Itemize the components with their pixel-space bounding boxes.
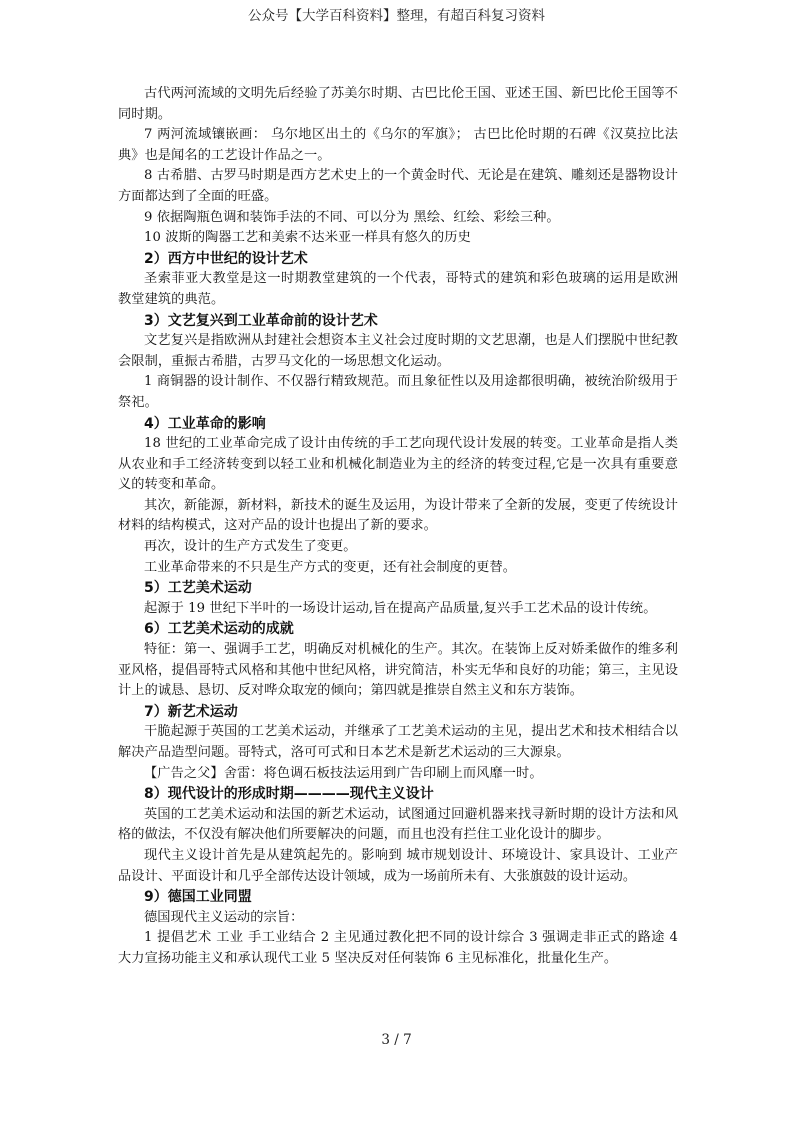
paragraph: 特征：第一、强调手工艺，明确反对机械化的生产。其次。在装饰上反对娇柔做作的维多利亚风格，提倡哥特式风格和其他中世纪风格，讲究简洁，朴实无华和良好的功能；第三，主见设计上的诚恳、恳切、反对哗众取宠的倾向；第四就是推崇自然主义和东方装饰。 [118, 642, 678, 699]
document-body [118, 84, 678, 970]
paragraph: 7 两河流域镶嵌画： 乌尔地区出土的《乌尔的军旗》； 古巴比伦时期的石碑《汉莫拉比法典》也是闻名的工艺设计作品之一。 [118, 127, 678, 163]
page-header: 公众号【大学百科资料】整理，有超百科复习资料 [248, 8, 545, 24]
paragraph: 古代两河流域的文明先后经验了苏美尔时期、古巴比伦王国、亚述王国、新巴比伦王国等不同时期。 [118, 86, 678, 122]
paragraph: 1 提倡艺术 工业 手工业结合 2 主见通过教化把不同的设计综合 3 强调走非正式的路途 4 大力宣扬功能主义和承认现代工业 5 坚决反对任何装饰 6 主见标准化，批量化生产。 [118, 930, 678, 966]
section-heading: 6）工艺美术运动的成就 [144, 621, 294, 638]
paragraph: 起源于 19 世纪下半叶的一场设计运动,旨在提高产品质量,复兴手工艺术品的设计传统。 [144, 600, 657, 616]
paragraph: 其次，新能源，新材料，新技术的诞生及运用，为设计带来了全新的发展，变更了传统设计材料的结构模式，这对产品的设计也提出了新的要求。 [118, 497, 678, 534]
section-heading: 5）工艺美术运动 [144, 580, 252, 597]
paragraph: 8 古希腊、古罗马时期是西方艺术史上的一个黄金时代、无论是在建筑、雕刻还是器物设计方面都达到了全面的旺盛。 [118, 168, 678, 204]
paragraph: 德国现代主义运动的宗旨： [144, 909, 304, 925]
paragraph: 英国的工艺美术运动和法国的新艺术运动，试图通过回避机器来找寻新时期的设计方法和风格的做法，不仅没有解决他们所要解决的问题，而且也没有拦住工业化设计的脚步。 [118, 806, 678, 843]
paragraph: 1 商铜器的设计制作、不仅器行精致规范。而且象征性以及用途都很明确，被统治阶级用于祭祀。 [118, 374, 678, 410]
paragraph: 工业革命带来的不只是生产方式的变更，还有社会制度的更替。 [144, 559, 517, 575]
paragraph: 干脆起源于英国的工艺美术运动，并继承了工艺美术运动的主见，提出艺术和技术相结合以解决产品造型问题。哥特式，洛可可式和日本艺术是新艺术运动的三大源泉。 [118, 724, 678, 760]
paragraph: 【广告之父】舍雷：将色调石板技法运用到广告印刷上而风靡一时。 [144, 765, 543, 781]
paragraph: 现代主义设计首先是从建筑起先的。影响到 城市规划设计、环境设计、家具设计、工业产品设计、平面设计和几乎全部传达设计领域，成为一场前所未有、大张旗鼓的设计运动。 [118, 847, 678, 884]
paragraph: 圣索菲亚大教堂是这一时期教堂建筑的一个代表，哥特式的建筑和彩色玻璃的运用是欧洲 教堂建筑的典范。 [118, 271, 678, 307]
paragraph: 18 世纪的工业革命完成了设计由传统的手工艺向现代设计发展的转变。工业革命是指人类从农业和手工经济转变到以轻工业和机械化制造业为主的经济的转变过程,它是一次具有重要意义的转变和革命。 [118, 436, 678, 493]
paragraph: 文艺复兴是指欧洲从封建社会想资本主义社会过度时期的文艺思潮，也是人们摆脱中世纪教会限制，重振古希腊，古罗马文化的一场思想文化运动。 [118, 333, 678, 369]
section-heading: 9）德国工业同盟 [144, 889, 252, 906]
section-heading: 4）工业革命的影响 [144, 415, 266, 432]
section-heading: 7）新艺术运动 [144, 703, 238, 720]
paragraph: 再次，设计的生产方式发生了变更。 [144, 539, 357, 555]
paragraph: 9 依据陶瓶色调和装饰手法的不同、可以分为 黑绘、红绘、彩绘三种。 [144, 209, 560, 225]
section-heading: 2）西方中世纪的设计艺术 [144, 250, 308, 267]
section-heading: 3）文艺复兴到工业革命前的设计艺术 [144, 312, 378, 329]
paragraph: 10 波斯的陶器工艺和美索不达米亚一样具有悠久的历史 [144, 230, 471, 246]
section-heading: 8）现代设计的形成时期————现代主义设计 [144, 786, 434, 803]
page-number: 3 / 7 [381, 1032, 412, 1048]
